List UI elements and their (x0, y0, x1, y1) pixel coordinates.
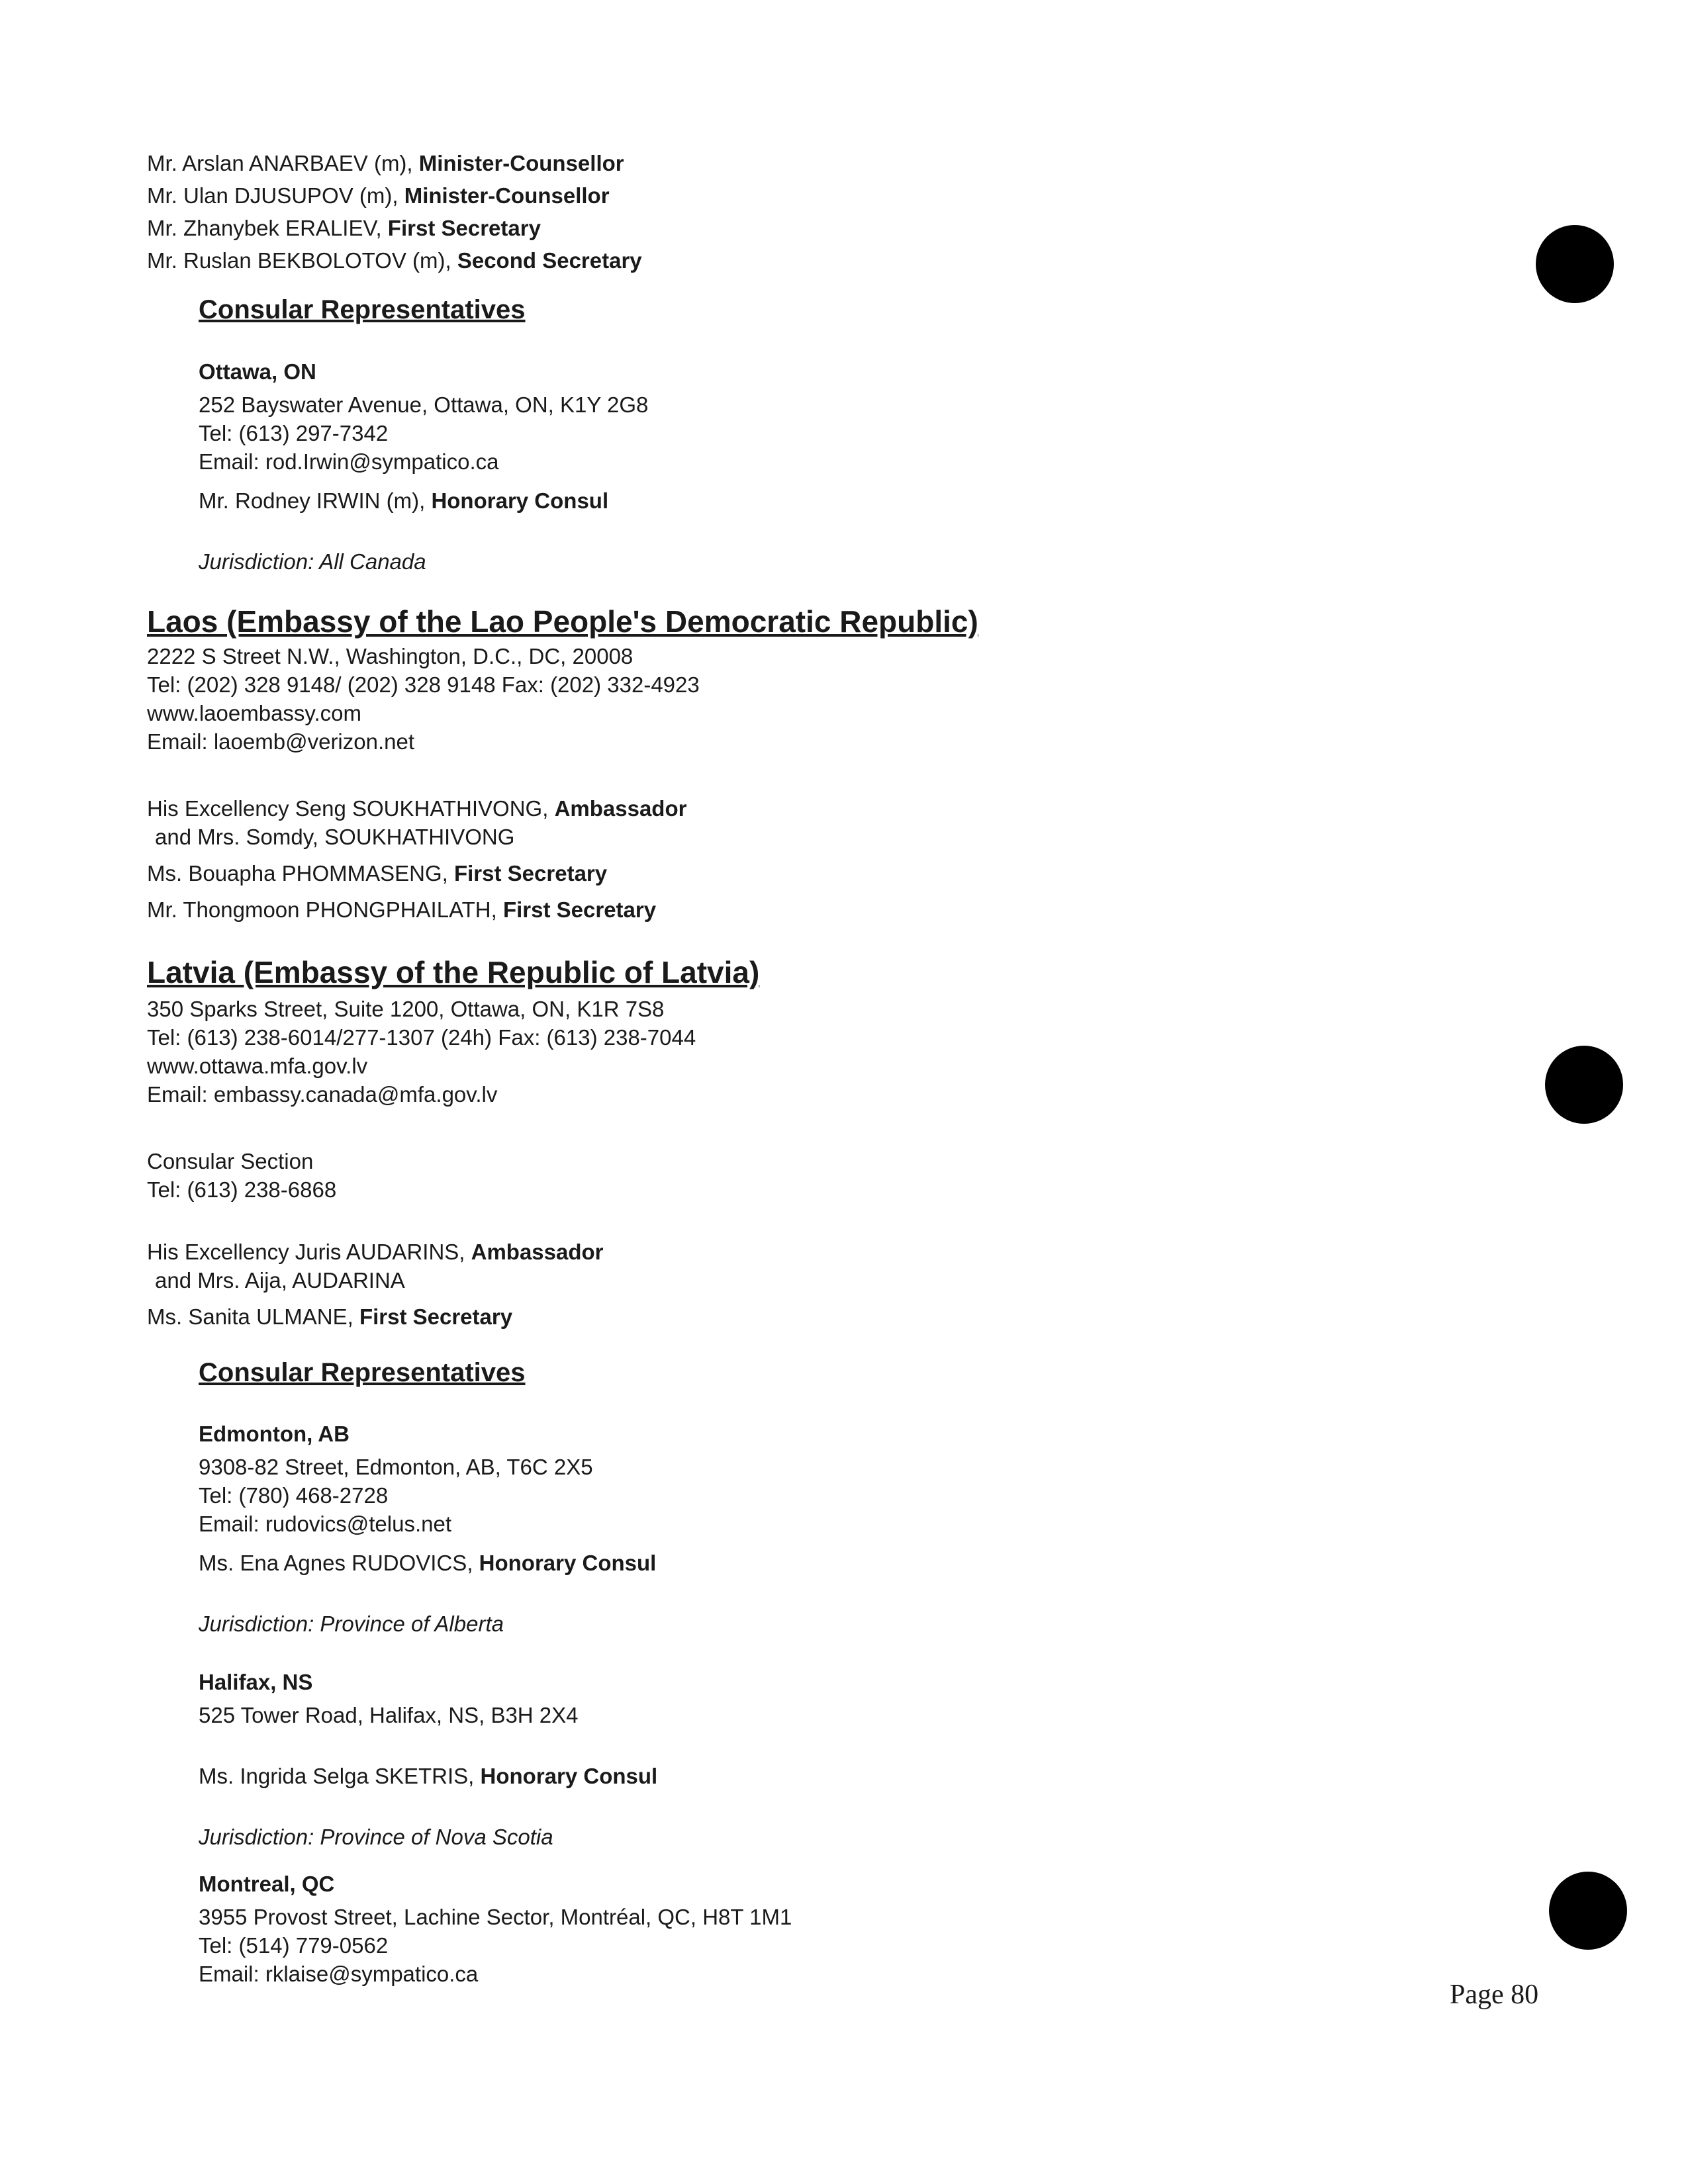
address: 350 Sparks Street, Suite 1200, Ottawa, ON, K1R 7S8 (147, 997, 665, 1021)
email: Email: rklaise@sympatico.ca (199, 1962, 479, 1986)
staff-line: Ms. Sanita ULMANE, First Secretary (147, 1304, 513, 1329)
representative: Ms. Ingrida Selga SKETRIS, Honorary Consul (199, 1764, 658, 1788)
telephone: Tel: (202) 328 9148/ (202) 328 9148 Fax: (202) 332-4923 (147, 672, 700, 697)
consular-representatives-heading: Consular Representatives (199, 1358, 526, 1387)
staff-line: Mr. Zhanybek ERALIEV, First Secretary (147, 216, 541, 240)
representative: Ms. Ena Agnes RUDOVICS, Honorary Consul (199, 1551, 657, 1575)
laos-heading: Laos (Embassy of the Lao People's Democratic Republic) (147, 604, 978, 639)
laos-contact-block (147, 642, 700, 756)
telephone: Tel: (613) 238-6014/277-1307 (24h) Fax: (613) 238-7044 (147, 1025, 696, 1050)
city-name: Halifax, NS (199, 1670, 313, 1694)
website: www.laoembassy.com (147, 701, 361, 725)
consular-telephone: Tel: (613) 238-6868 (147, 1177, 337, 1202)
page-number: Page 80 (1450, 1979, 1539, 2010)
telephone: Tel: (613) 297-7342 (199, 421, 389, 445)
city-name: Montreal, QC (199, 1872, 335, 1896)
halifax-consulate-block (199, 1668, 657, 1851)
consular-representatives-heading: Consular Representatives (199, 295, 526, 324)
top-staff-list (147, 147, 642, 277)
jurisdiction: Jurisdiction: Province of Alberta (199, 1612, 504, 1636)
telephone: Tel: (514) 779-0562 (199, 1933, 389, 1958)
staff-line: Ms. Bouapha PHOMMASENG, First Secretary (147, 861, 608, 886)
email: Email: rod.Irwin@sympatico.ca (199, 449, 499, 474)
punch-hole-bottom (1549, 1872, 1627, 1950)
laos-staff-block (147, 794, 686, 924)
ambassador: His Excellency Seng SOUKHATHIVONG, Ambassador (147, 796, 687, 821)
consular-section-label: Consular Section (147, 1149, 314, 1173)
punch-hole-top (1536, 225, 1614, 303)
staff-line: Mr. Arslan ANARBAEV (m), Minister-Counsellor (147, 151, 624, 175)
website: www.ottawa.mfa.gov.lv (147, 1054, 368, 1078)
ambassador: His Excellency Juris AUDARINS, Ambassador (147, 1240, 604, 1264)
address: 252 Bayswater Avenue, Ottawa, ON, K1Y 2G8 (199, 392, 649, 417)
address: 9308-82 Street, Edmonton, AB, T6C 2X5 (199, 1455, 593, 1479)
address: 2222 S Street N.W., Washington, D.C., DC, 20008 (147, 644, 633, 668)
punch-hole-middle (1545, 1046, 1623, 1124)
edmonton-consulate-block (199, 1420, 656, 1638)
city-name: Edmonton, AB (199, 1422, 350, 1446)
representative: Mr. Rodney IRWIN (m), Honorary Consul (199, 488, 609, 513)
staff-line: Mr. Thongmoon PHONGPHAILATH, First Secretary (147, 897, 657, 922)
staff-line: Mr. Ulan DJUSUPOV (m), Minister-Counsellor (147, 183, 610, 208)
spouse: and Mrs. Somdy, SOUKHATHIVONG (155, 825, 515, 849)
email: Email: rudovics@telus.net (199, 1512, 451, 1536)
address: 525 Tower Road, Halifax, NS, B3H 2X4 (199, 1703, 579, 1727)
ottawa-consulate-block (199, 357, 648, 576)
latvia-consular-section (147, 1147, 336, 1204)
montreal-consulate-block (199, 1870, 792, 1988)
email: Email: embassy.canada@mfa.gov.lv (147, 1082, 498, 1107)
latvia-contact-block (147, 995, 696, 1109)
telephone: Tel: (780) 468-2728 (199, 1483, 389, 1508)
city-name: Ottawa, ON (199, 359, 316, 384)
staff-line: Mr. Ruslan BEKBOLOTOV (m), Second Secretary (147, 248, 642, 273)
latvia-staff-block (147, 1238, 604, 1331)
address: 3955 Provost Street, Lachine Sector, Montréal, QC, H8T 1M1 (199, 1905, 792, 1929)
jurisdiction: Jurisdiction: Province of Nova Scotia (199, 1825, 553, 1849)
latvia-heading: Latvia (Embassy of the Republic of Latvia) (147, 955, 760, 989)
jurisdiction: Jurisdiction: All Canada (199, 549, 426, 574)
spouse: and Mrs. Aija, AUDARINA (155, 1268, 405, 1293)
email: Email: laoemb@verizon.net (147, 729, 415, 754)
